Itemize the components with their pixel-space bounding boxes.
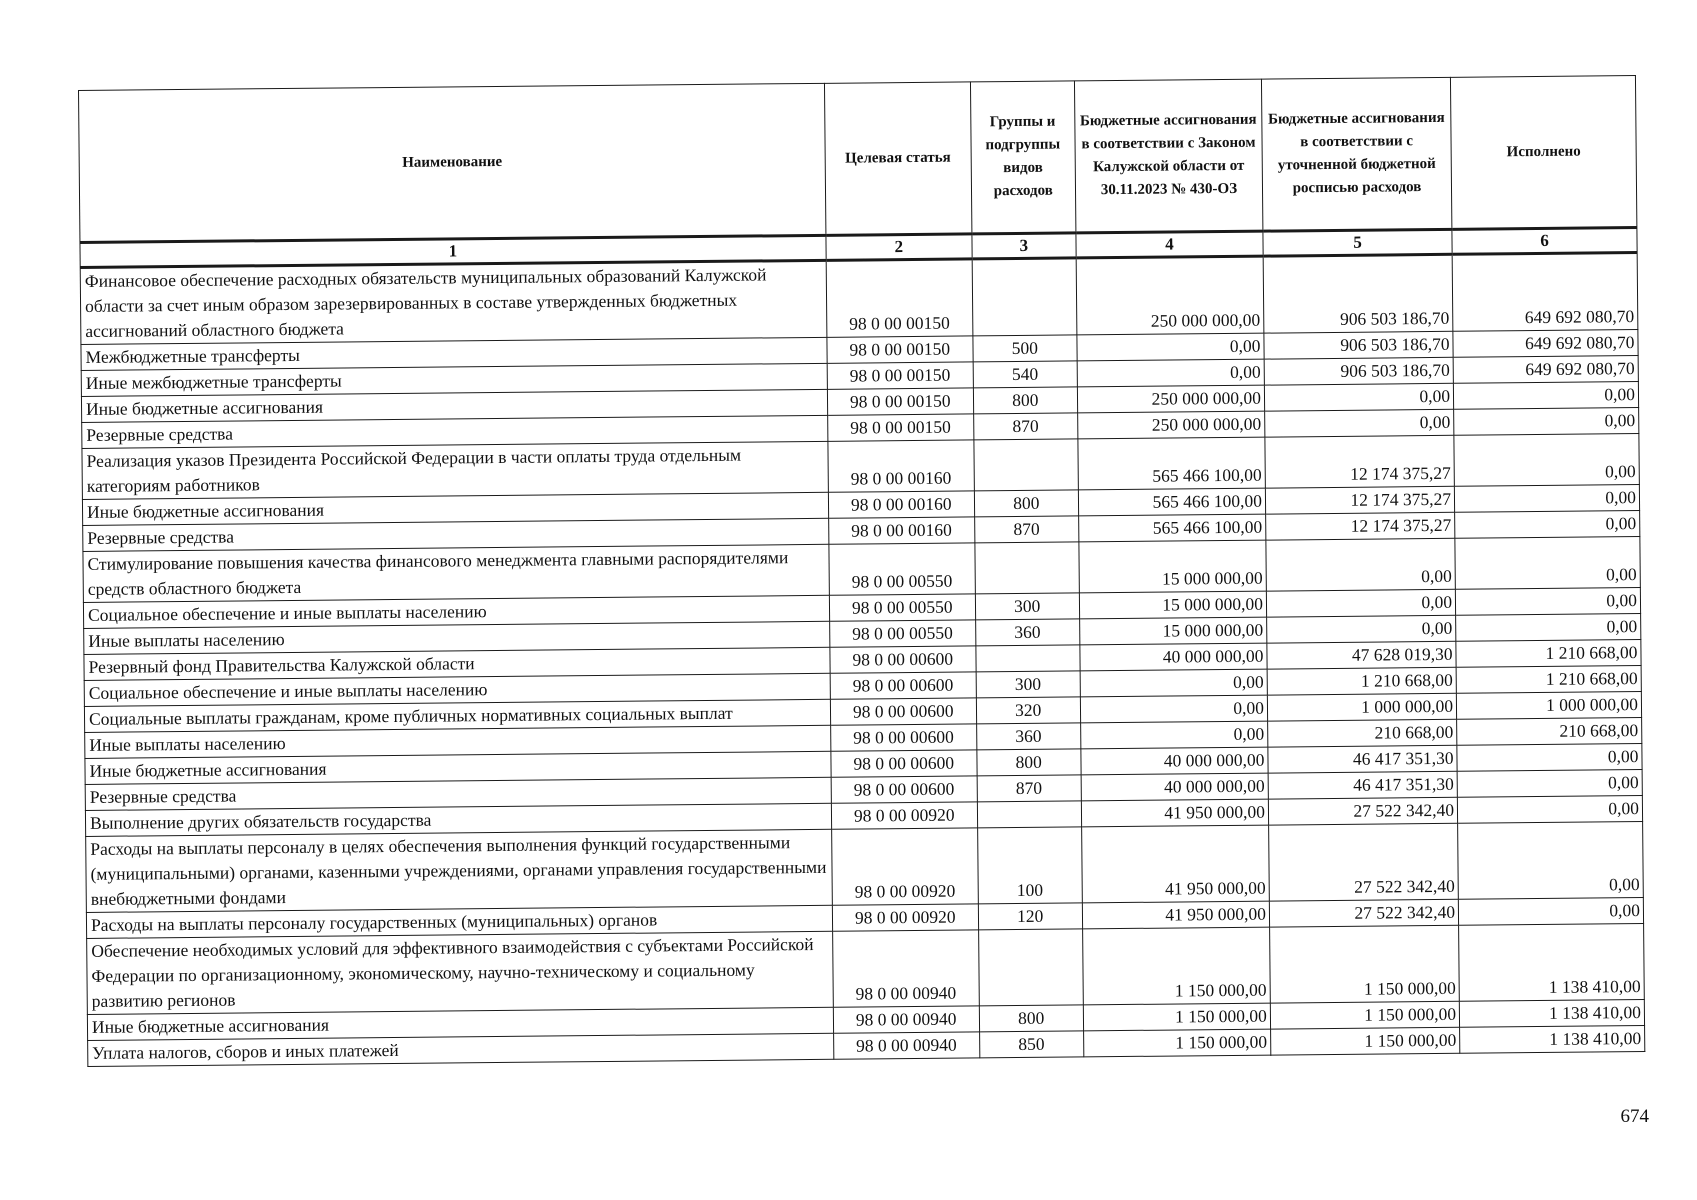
row-executed: 1 138 410,00 [1460,1026,1645,1054]
row-adjusted-allocation: 1 150 000,00 [1271,1027,1460,1055]
row-executed: 649 692 080,70 [1453,330,1638,358]
row-name: Социальное обеспечение и иные выплаты населению [84,673,830,706]
row-name: Расходы на выплаты персоналу в целях обеспечения выполнения функций государственными (муниципальными) органами, казенными учреждениями, органами управления государственными внебюджетными фондами [86,829,833,912]
row-law-allocation: 1 150 000,00 [1084,1029,1271,1057]
row-name: Иные выплаты населению [85,725,831,758]
row-target-article: 98 0 00 00940 [832,930,978,1007]
header-row [79,76,1637,243]
row-law-allocation: 40 000 000,00 [1080,643,1267,671]
row-adjusted-allocation: 1 210 668,00 [1267,667,1456,695]
row-name: Выполнение других обязательств государства [85,803,831,836]
row-target-article: 98 0 00 00920 [832,904,978,931]
table-header [79,76,1638,268]
row-target-article: 98 0 00 00600 [830,672,976,699]
row-adjusted-allocation: 46 417 351,30 [1268,745,1457,773]
row-expense-group: 120 [978,903,1083,930]
row-name: Обеспечение необходимых условий для эффективного взаимодействия с субъектами Российской Федерации по организационному, экономическому, научно-техническому и социальному развитию регионов [87,931,834,1014]
row-executed: 0,00 [1458,898,1643,926]
row-executed: 0,00 [1455,537,1640,590]
row-adjusted-allocation: 12 174 375,27 [1266,512,1455,540]
row-expense-group [975,645,1080,672]
row-law-allocation: 0,00 [1081,721,1268,749]
row-law-allocation: 250 000 000,00 [1078,411,1265,439]
row-target-article: 98 0 00 00600 [830,646,976,673]
row-adjusted-allocation: 27 522 342,40 [1269,823,1459,901]
row-law-allocation: 565 466 100,00 [1079,514,1266,542]
row-name: Иные межбюджетные трансферты [81,363,827,396]
row-law-allocation: 250 000 000,00 [1076,256,1264,335]
row-expense-group [972,258,1077,336]
row-adjusted-allocation: 27 522 342,40 [1269,899,1458,927]
row-adjusted-allocation: 1 150 000,00 [1270,925,1460,1003]
row-adjusted-allocation: 12 174 375,27 [1265,435,1455,488]
row-name: Социальные выплаты гражданам, кроме публичных нормативных социальных выплат [84,699,830,732]
row-law-allocation: 41 950 000,00 [1081,799,1268,827]
row-law-allocation: 15 000 000,00 [1079,540,1266,593]
row-adjusted-allocation: 906 503 186,70 [1264,331,1453,359]
row-law-allocation: 41 950 000,00 [1082,825,1270,903]
row-target-article: 98 0 00 00600 [831,750,977,777]
row-executed: 210 668,00 [1457,718,1642,746]
row-adjusted-allocation: 46 417 351,30 [1268,771,1457,799]
row-executed: 0,00 [1454,434,1639,487]
row-target-article: 98 0 00 00550 [829,594,975,621]
row-adjusted-allocation: 906 503 186,70 [1264,357,1453,385]
row-law-allocation: 0,00 [1080,695,1267,723]
row-name: Иные бюджетные ассигнования [81,389,827,422]
row-executed: 0,00 [1458,822,1644,900]
row-name: Межбюджетные трансферты [81,337,827,370]
row-target-article: 98 0 00 00150 [827,362,973,389]
row-target-article: 98 0 00 00600 [830,698,976,725]
row-expense-group: 870 [973,413,1078,440]
row-adjusted-allocation: 47 628 019,30 [1267,641,1456,669]
row-name: Резервные средства [85,777,831,810]
row-name: Иные бюджетные ассигнования [85,751,831,784]
column-number: 1 [80,235,826,267]
row-executed: 0,00 [1457,744,1642,772]
row-name: Социальное обеспечение и иные выплаты населению [83,595,829,628]
row-name: Резервные средства [83,518,829,551]
row-target-article: 98 0 00 00160 [828,491,974,518]
row-name: Иные бюджетные ассигнования [87,1007,833,1040]
row-law-allocation: 1 150 000,00 [1083,1003,1270,1031]
table-body [80,253,1645,1067]
row-name: Резервные средства [82,415,828,448]
page-number: 674 [1620,1106,1649,1127]
header-adjusted-allocations: Бюджетные ассигнования в соответствии с уточненной бюджетной росписью расходов [1261,77,1452,231]
row-adjusted-allocation: 27 522 342,40 [1268,797,1457,825]
row-law-allocation: 250 000 000,00 [1077,385,1264,413]
row-executed: 0,00 [1457,796,1642,824]
row-law-allocation: 0,00 [1077,333,1264,361]
row-name: Расходы на выплаты персоналу государственных (муниципальных) органов [86,905,832,938]
row-expense-group: 800 [974,490,1079,517]
row-target-article: 98 0 00 00940 [833,1032,979,1059]
row-expense-group: 360 [976,723,1081,750]
row-expense-group: 100 [977,827,1082,904]
row-target-article: 98 0 00 00150 [827,336,973,363]
row-expense-group: 500 [972,335,1077,362]
row-law-allocation: 0,00 [1080,669,1267,697]
column-number: 4 [1076,231,1263,258]
row-executed: 0,00 [1455,588,1640,616]
row-adjusted-allocation: 1 150 000,00 [1270,1001,1459,1029]
row-executed: 1 000 000,00 [1456,692,1641,720]
row-executed: 0,00 [1454,382,1639,410]
row-name: Стимулирование повышения качества финансового менеджмента главными распорядителями средств областного бюджета [83,544,829,602]
row-executed: 1 210 668,00 [1456,640,1641,668]
row-expense-group: 800 [973,387,1078,414]
row-executed: 1 138 410,00 [1459,924,1645,1002]
row-expense-group [978,929,1083,1006]
row-target-article: 98 0 00 00940 [833,1006,979,1033]
header-name: Наименование [79,83,826,242]
row-law-allocation: 15 000 000,00 [1080,617,1267,645]
header-expense-groups: Группы и подгруппы видов расходов [970,81,1076,234]
row-executed: 0,00 [1454,408,1639,436]
row-adjusted-allocation: 12 174 375,27 [1265,486,1454,514]
row-law-allocation: 0,00 [1077,359,1264,387]
row-name: Финансовое обеспечение расходных обязательств муниципальных образований Калужской области за счет иным образом зарезервированных в составе утвержденных бюджетных ассигнований областного бюджета [80,260,827,344]
row-expense-group: 360 [975,619,1080,646]
row-adjusted-allocation: 0,00 [1266,589,1455,617]
column-number: 3 [971,233,1076,259]
row-executed: 649 692 080,70 [1452,253,1638,332]
row-target-article: 98 0 00 00160 [828,440,974,492]
row-name: Резервный фонд Правительства Калужской области [84,647,830,680]
row-adjusted-allocation: 0,00 [1266,538,1456,591]
row-executed: 0,00 [1457,770,1642,798]
row-executed: 1 210 668,00 [1456,666,1641,694]
row-executed: 0,00 [1454,485,1639,513]
row-target-article: 98 0 00 00920 [832,828,978,905]
row-executed: 1 138 410,00 [1459,1000,1644,1028]
row-target-article: 98 0 00 00150 [827,388,973,415]
row-adjusted-allocation: 0,00 [1267,615,1456,643]
row-adjusted-allocation: 0,00 [1264,383,1453,411]
row-expense-group [973,439,1078,491]
header-target-article: Целевая статья [824,82,971,235]
table-row [86,822,1644,913]
header-executed: Исполнено [1451,76,1637,230]
row-expense-group: 870 [977,775,1082,802]
row-name: Иные бюджетные ассигнования [82,492,828,525]
row-target-article: 98 0 00 00600 [831,776,977,803]
row-executed: 0,00 [1455,511,1640,539]
row-target-article: 98 0 00 00150 [826,259,972,337]
row-expense-group: 850 [979,1031,1084,1058]
row-name: Уплата налогов, сборов и иных платежей [88,1033,834,1066]
row-expense-group: 300 [976,671,1081,698]
column-number: 2 [826,234,972,260]
row-executed: 0,00 [1456,614,1641,642]
row-law-allocation: 41 950 000,00 [1082,901,1269,929]
row-adjusted-allocation: 906 503 186,70 [1263,254,1453,333]
row-expense-group [974,542,1079,594]
row-executed: 649 692 080,70 [1453,356,1638,384]
row-adjusted-allocation: 0,00 [1265,409,1454,437]
row-target-article: 98 0 00 00920 [831,802,977,829]
row-law-allocation: 40 000 000,00 [1081,747,1268,775]
row-law-allocation: 565 466 100,00 [1078,437,1265,490]
table-row [87,924,1645,1015]
row-law-allocation: 565 466 100,00 [1078,488,1265,516]
row-target-article: 98 0 00 00160 [829,517,975,544]
row-target-article: 98 0 00 00600 [831,724,977,751]
column-number: 5 [1263,229,1452,256]
row-expense-group [977,801,1082,828]
budget-table-container [78,75,1645,1067]
row-name: Иные выплаты населению [84,621,830,654]
row-target-article: 98 0 00 00550 [830,620,976,647]
row-name: Реализация указов Президента Российской Федерации в части оплаты труда отдельным категориям работников [82,441,828,499]
row-target-article: 98 0 00 00550 [829,543,975,595]
row-adjusted-allocation: 1 000 000,00 [1267,693,1456,721]
row-expense-group: 800 [976,749,1081,776]
row-law-allocation: 1 150 000,00 [1083,927,1271,1005]
row-expense-group: 800 [979,1005,1084,1032]
header-law-allocations: Бюджетные ассигнования в соответствии с Законом Калужской области от 30.11.2023 № 430-ОЗ [1074,79,1262,233]
table-row [80,253,1638,345]
budget-table [78,75,1645,1067]
row-expense-group: 320 [976,697,1081,724]
row-expense-group: 870 [974,516,1079,543]
row-adjusted-allocation: 210 668,00 [1268,719,1457,747]
column-number: 6 [1452,228,1637,255]
row-expense-group: 540 [973,361,1078,388]
row-law-allocation: 15 000 000,00 [1079,591,1266,619]
row-expense-group: 300 [975,593,1080,620]
row-target-article: 98 0 00 00150 [828,414,974,441]
row-law-allocation: 40 000 000,00 [1081,773,1268,801]
